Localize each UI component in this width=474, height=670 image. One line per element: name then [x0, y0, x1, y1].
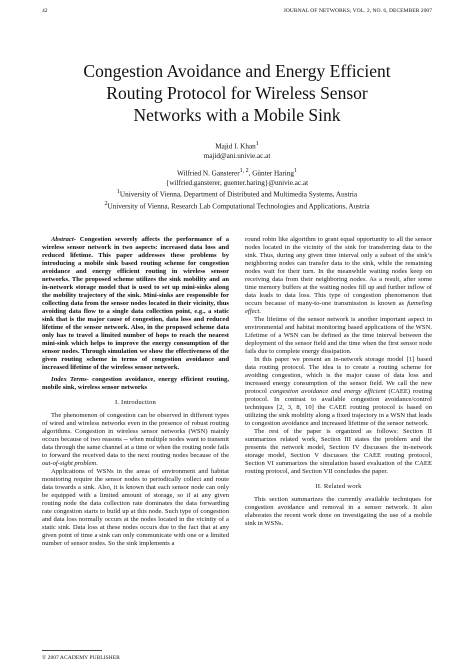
right-paragraph-1: round robin like algorithm to grant equal opportunity to all the sensor nodes located in the vicinity of the sink for transferring data to the sink. Thus, during any given time interval only a subset of the sink’s neighboring nodes can transfer data to the sink, while the remaining nodes wait for their turn. In the meanwhile waiting nodes keep on receiving data from their neighboring nodes. As a result, after some time memory buffers at the waiting nodes fill up and further inflow of data leads to data loss. This type of congestion phenomenon that occurs because of many-to-one transmission is known as funneling effect.	[245, 236, 432, 315]
affiliation-1: $^1$University of Vienna, Department of Distributed and Multimedia Systems, Austria	[116, 189, 358, 199]
index-terms-text: congestion avoidance, energy efficient routing, mobile sink, wireless sensor networks	[42, 376, 229, 391]
journal-name: JOURNAL OF NETWORKS, VOL. 2, NO. 6, DECEMBER 2007	[283, 8, 432, 14]
author-1-email: majid@ani.univie.ac.at	[203, 151, 271, 160]
page-number: 42	[42, 8, 48, 14]
left-column	[42, 236, 229, 548]
author-2-emails: {wilfried.gansterer, guenter.haring}@univie.ac.at	[165, 178, 309, 187]
publisher-footer: © 2007 ACADEMY PUBLISHER	[42, 655, 120, 661]
title-line-1: Congestion Avoidance and Energy Efficient	[83, 61, 391, 81]
right-paragraph-4: The rest of the paper is organized as follows: Section II summarizes related work, Section III states the problem and the presents the network model, Section IV discusses the in-network storage model, Section V discusses the CAEE routing protocol, Section VI summarizes the simulation based evaluation of the CAEE routing protocol, and Section VII concludes the paper.	[245, 428, 432, 475]
right-paragraph-5: This section summarizes the currently available techniques for congestion avoidance and removal in a sensor network. It also elaborates the recent work done on investigating the use of a mobile sink in WSNs.	[245, 496, 432, 527]
right-paragraph-3: In this paper we present an in-network storage model [1] based data routing protocol. The idea is to create a routing scheme for avoiding congestion, which is the major cause of data loss and increased energy consumption of the sensor field. We call the new protocol congestion avoidance and energy efficient (CAEE) routing protocol. In contrast to available congestion avoidance/control techniques [2, 3, 8, 10] the CAEE routing protocol is based on utilizing the sink mobility along a fixed trajectory in a WSN that leads to congestion avoidance and increased lifetime of the sensor network.	[245, 356, 432, 427]
intro-paragraph-2: Applications of WSNs in the areas of environment and habitat monitoring require the sensor nodes to periodically collect and route data towards a sink. Also, it is known that each sensor node can only be equipped with a limited amount of storage, so if at any given routing node the data collection rate dominates the data forwarding rate congestion starts to build up at this node. Such type of congestion and data loss normally occurs at the nodes located in the vicinity of a static sink. Data loss at these nodes occurs due to the fact that at any given point of time a sink can only communicate with one or a limited number of sensor nodes. So the sink implements a	[42, 468, 229, 547]
footer-rule	[42, 650, 102, 651]
intro-paragraph-1: The phenomenon of congestion can be observed in different types of wired and wireless networks even in the presence of robust routing algorithms. Congestion in wireless sensor networks (WSN) mainly occurs because of two reasons -- when multiple nodes want to transmit data through the same channel at a time or when the routing node fails to forward the received data to the next routing nodes because of the out-of-sight problem.	[42, 412, 229, 467]
section-heading-related-work: II. Related work	[315, 483, 362, 490]
running-header	[42, 8, 432, 18]
author-block-2	[42, 167, 432, 212]
abstract-text: Congestion severely affects the performance of a wireless sensor network in two aspects: increased data loss and reduced lifetime. This paper addresses these problems by introducing a mobile sink based routing scheme for congestion avoidance and energy efficient routing in wireless sensor networks. The proposed scheme utilizes the sink mobility and an in-network storage model that is used to set up mini-sinks along the mobility trajectory of the sink. Mini-sinks are responsible for collecting data from the sensor nodes located in their vicinity, thus avoiding data flow to a single data collection point, e.g., a static sink that is the major cause of congestion, data loss and reduced lifetime of the sensor network. Also, in the proposed scheme data only has to travel a limited number of hops to reach the nearest mini-sink which helps to improve the energy consumption of the sensor nodes. Through simulation we show the effectiveness of the given routing scheme in terms of congestion avoidance and increased lifetime of the wireless sensor network.	[42, 236, 229, 371]
paper-title	[42, 60, 432, 126]
index-terms	[42, 376, 229, 392]
index-terms-label: Index Terms-	[51, 376, 89, 383]
title-line-3: Networks with a Mobile Sink	[133, 105, 341, 125]
author-2-sup-a: 1, 2	[239, 168, 249, 174]
author-2-names: Wilfried N. Gansterer$^{1, 2}$, Günter Haring$^1$	[177, 168, 297, 178]
author-2-sup-b: 1	[293, 168, 297, 174]
author-block-1	[42, 140, 432, 161]
right-column	[245, 236, 432, 528]
author-1-sup: 1	[255, 141, 259, 147]
right-paragraph-2: The lifetime of the sensor network is another important aspect in environmental and habitat monitoring based applications of the WSN. Lifetime of a WSN can be defined as the time interval between the deployment of the sensor field and the time when the first sensor node fails due to complete energy dissipation.	[245, 316, 432, 355]
affiliation-2: $^2$University of Vienna, Research Lab Computational Technologies and Applications, Austria	[104, 201, 370, 211]
author-1-name: Majid I. Khan$^1$	[215, 141, 259, 151]
section-heading-introduction: I. Introduction	[114, 399, 157, 406]
title-line-2: Routing Protocol for Wireless Sensor	[106, 83, 368, 103]
abstract-label: Abstract-	[51, 236, 76, 243]
abstract	[42, 236, 229, 372]
